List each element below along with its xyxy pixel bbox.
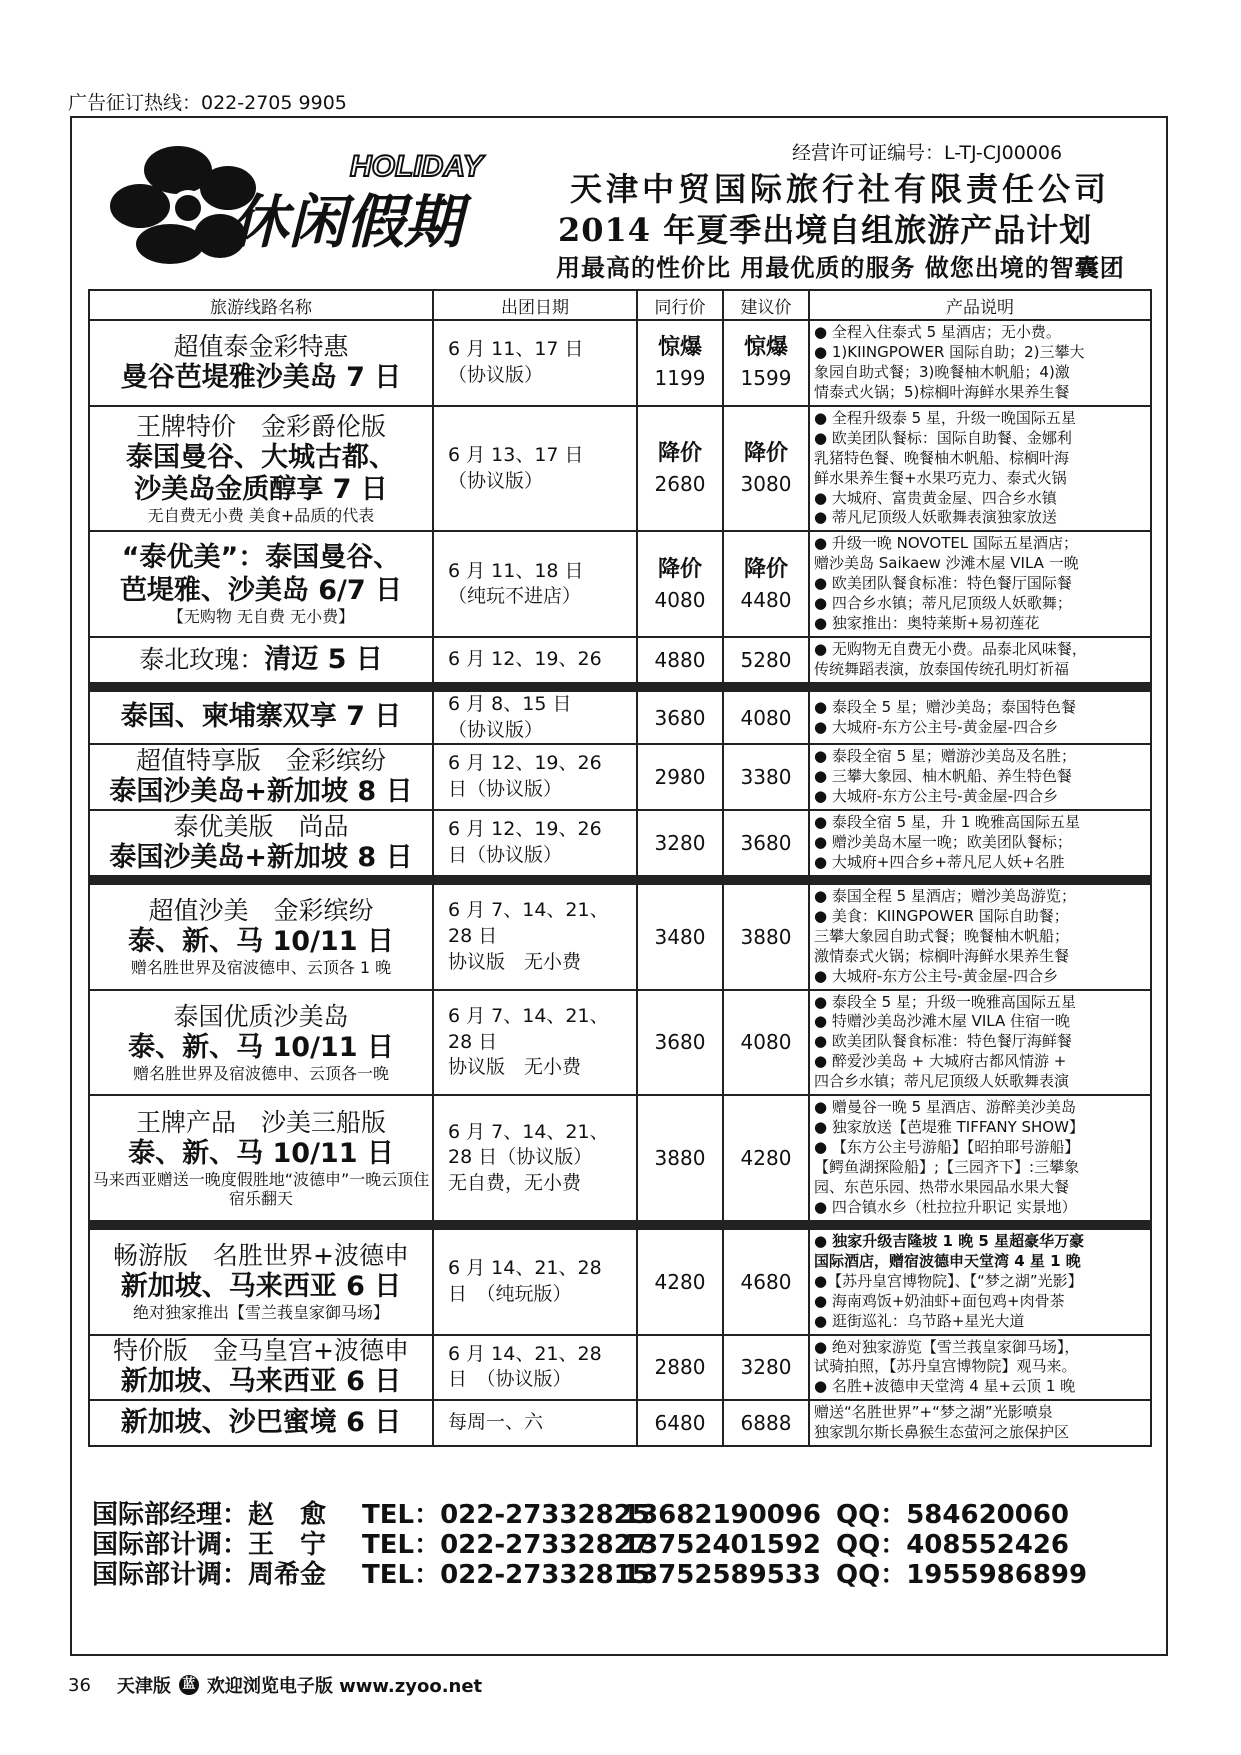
route-note: 赠名胜世界及宿波德申、云顶各 1 晚 — [130, 958, 392, 978]
price-value: 4280 — [740, 1146, 792, 1171]
date-cell — [433, 406, 637, 532]
route-cell — [89, 406, 433, 532]
table-row — [89, 810, 1151, 876]
description-line: ● 逛街巡礼：乌节路+星光大道 — [814, 1311, 1025, 1330]
date-cell — [433, 744, 637, 810]
route-cell — [89, 1095, 433, 1221]
description-line: ● 特赠沙美岛沙滩木屋 VILA 住宿一晚 — [814, 1012, 1071, 1031]
contacts-block — [92, 1500, 1087, 1590]
contact-row — [92, 1560, 1087, 1590]
route-subtitle: 泰优美版 尚品 — [173, 811, 349, 841]
description-line: ● 三攀大象园、柚木帆船、养生特色餐 — [814, 767, 1072, 786]
peer-price-cell — [637, 406, 723, 532]
contact-qq: QQ：1955986899 — [836, 1560, 1088, 1590]
date-cell — [433, 637, 637, 683]
date-line: （纯玩不进店） — [448, 585, 582, 608]
route-cell — [89, 1229, 433, 1335]
route-note: 无自费无小费 美食+品质的代表 — [147, 506, 375, 526]
description-line: ● 绝对独家游览【雪兰莪皇家御马场】， — [814, 1337, 1080, 1356]
separator-bar — [89, 683, 1151, 691]
description-cell — [809, 691, 1151, 744]
date-line: 6 月 12、19、26 — [448, 648, 602, 671]
suggested-price-cell — [723, 744, 809, 810]
suggested-price-cell — [723, 1095, 809, 1221]
date-line: 每周一、六 — [448, 1411, 544, 1434]
date-line: 28 日 — [448, 924, 498, 947]
price-value: 6888 — [740, 1411, 792, 1436]
description-cell — [809, 1400, 1151, 1446]
price-value: 4080 — [654, 587, 706, 612]
date-line: 6 月 12、19、26 — [448, 818, 602, 841]
description-line: 国际酒店，赠宿波德申天堂湾 4 星 1 晚 — [814, 1251, 1081, 1270]
description-line: ● 美食：KIINGPOWER 国际自助餐； — [814, 906, 1069, 925]
description-line: 象园自助式餐；3)晚餐柚木帆船；4)激 — [814, 362, 1070, 381]
peer-price-cell — [637, 637, 723, 683]
route-cell — [89, 637, 433, 683]
description-line: ● 赠曼谷一晚 5 星酒店、游醉美沙美岛 — [814, 1098, 1076, 1117]
edition-label: 天津版 — [116, 1676, 171, 1697]
date-cell — [433, 1095, 637, 1221]
description-cell — [809, 1335, 1151, 1401]
price-value: 3280 — [740, 1355, 792, 1380]
description-line: ● 大城府-东方公主号-黄金屋-四合乡 — [814, 717, 1059, 736]
date-line: 6 月 11、18 日 — [448, 559, 584, 582]
peer-price-cell — [637, 1335, 723, 1401]
route-title-line2: 芭堤雅、沙美岛 6/7 日 — [119, 574, 403, 606]
description-line: ● 蒂凡尼顶级人妖歌舞表演独家放送 — [814, 508, 1057, 527]
description-line: 激情泰式火锅；棕榈叶海鲜水果养生餐 — [814, 946, 1070, 965]
date-cell — [433, 1229, 637, 1335]
route-title: 泰国曼谷、大城古都、 — [126, 441, 396, 473]
company-name: 天津中贸国际旅行社有限责任公司 — [570, 170, 1111, 208]
header-peer-price: 同行价 — [637, 290, 723, 320]
plan-title: 2014 年夏季出境自组旅游产品计划 — [558, 211, 1093, 249]
contact-role: 国际部计调：周希金 — [92, 1560, 327, 1590]
peer-price-cell — [637, 1095, 723, 1221]
table-row — [89, 1095, 1151, 1221]
suggested-price-cell — [723, 691, 809, 744]
contact-role: 国际部计调：王 宁 — [92, 1530, 327, 1560]
product-table — [88, 289, 1152, 1447]
peer-price-cell — [637, 990, 723, 1096]
price-value: 6480 — [654, 1411, 706, 1436]
license-number: 经营许可证编号：L-TJ-CJ00006 — [792, 142, 1063, 164]
route-subtitle: 超值沙美 金彩缤纷 — [148, 895, 374, 925]
description-line: ● 泰段全 5 星；赠沙美岛；泰国特色餐 — [814, 697, 1076, 716]
peer-price-cell — [637, 320, 723, 406]
description-line: ● 大城府、富贵黄金屋、四合乡水镇 — [814, 488, 1057, 507]
description-line: ● 独家升级吉隆坡 1 晚 5 星超豪华万豪 — [814, 1231, 1085, 1250]
date-line: 日（协议版） — [448, 778, 563, 801]
table-row — [89, 990, 1151, 1096]
description-line: 试骑拍照，【苏丹皇宫博物院】观马来。 — [814, 1357, 1077, 1376]
separator-bar — [89, 1221, 1151, 1229]
description-line: ● 泰段全 5 星；升级一晚雅高国际五星 — [814, 992, 1076, 1011]
description-line: ●【苏丹皇宫博物院】、【“梦之湖”光影】 — [814, 1271, 1083, 1290]
logo-chinese-text: 休闲假期 — [230, 188, 463, 256]
date-line: （协议版） — [448, 469, 544, 492]
date-cell — [433, 884, 637, 990]
description-line: 赠送“名胜世界”+“梦之湖”光影喷泉 — [814, 1403, 1053, 1422]
description-line: 赠沙美岛 Saikaew 沙滩木屋 VILA 一晚 — [814, 554, 1079, 573]
header-suggested-price: 建议价 — [723, 290, 809, 320]
date-cell — [433, 990, 637, 1096]
price-label: 降价 — [657, 441, 702, 467]
route-cell — [89, 810, 433, 876]
price-value: 4080 — [740, 705, 792, 730]
route-title: “泰优美”：泰国曼谷、 — [121, 542, 401, 574]
description-cell — [809, 531, 1151, 637]
date-line: 6 月 7、14、21、 — [448, 1120, 609, 1143]
suggested-price-cell — [723, 884, 809, 990]
price-value: 3880 — [654, 1146, 706, 1171]
route-subtitle: 王牌产品 沙美三船版 — [135, 1107, 386, 1137]
route-cell — [89, 320, 433, 406]
price-value: 1199 — [654, 366, 706, 391]
peer-price-cell — [637, 1229, 723, 1335]
description-cell — [809, 637, 1151, 683]
description-line: ● 欧美团队餐食标准：特色餐厅海鲜餐 — [814, 1032, 1072, 1051]
route-subtitle: 特价版 金马皇宫+波德申 — [113, 1336, 409, 1366]
holiday-logo — [100, 140, 540, 265]
slogan: 用最高的性价比 用最优质的服务 做您出境的智囊团 — [556, 254, 1125, 282]
contact-tel: TEL：022-27332827 — [362, 1530, 650, 1560]
route-title-line2: 沙美岛金质醇享 7 日 — [134, 473, 388, 505]
price-value: 3380 — [740, 765, 792, 790]
route-subtitle: 超值特享版 金彩缤纷 — [135, 745, 386, 775]
description-line: ● 1)KIINGPOWER 国际自助；2)三攀大 — [814, 342, 1085, 361]
suggested-price-cell — [723, 990, 809, 1096]
date-line: 6 月 7、14、21、 — [448, 1004, 609, 1027]
suggested-price-cell — [723, 1335, 809, 1401]
table-row — [89, 531, 1151, 637]
price-value: 3480 — [654, 924, 706, 949]
header-date: 出团日期 — [433, 290, 637, 320]
route-subtitle: 泰国优质沙美岛 — [173, 1001, 349, 1031]
route-cell — [89, 1400, 433, 1446]
date-cell — [433, 691, 637, 744]
date-cell — [433, 320, 637, 406]
separator-bar — [89, 876, 1151, 884]
peer-price-cell — [637, 744, 723, 810]
suggested-price-cell — [723, 637, 809, 683]
description-line: 鲜水果养生餐+水果巧克力、泰式火锅 — [814, 468, 1067, 487]
description-cell — [809, 1229, 1151, 1335]
date-line: 协议版 无小费 — [448, 1056, 582, 1079]
description-line: ● 醉爱沙美岛 + 大城府古都风情游 + — [814, 1052, 1067, 1071]
price-value: 2680 — [654, 471, 706, 496]
suggested-price-cell — [723, 406, 809, 532]
route-cell — [89, 531, 433, 637]
description-cell — [809, 320, 1151, 406]
route-title: 新加坡、马来西亚 6 日 — [120, 1366, 402, 1398]
table-row — [89, 1229, 1151, 1335]
table-row — [89, 744, 1151, 810]
date-line: 6 月 14、21、28 — [448, 1342, 602, 1365]
description-line: ● 全程入住泰式 5 星酒店；无小费。 — [814, 323, 1061, 341]
logo-english-text: HOLIDAY — [350, 150, 483, 183]
description-cell — [809, 1095, 1151, 1221]
date-line: 6 月 14、21、28 — [448, 1257, 602, 1280]
date-line: 6 月 8、15 日 — [448, 692, 572, 715]
suggested-price-cell — [723, 320, 809, 406]
price-value: 3280 — [654, 830, 706, 855]
route-title: 泰国沙美岛+新加坡 8 日 — [109, 841, 413, 873]
description-line: 四合乡水镇；蒂凡尼顶级人妖歌舞表演 — [814, 1072, 1070, 1091]
contact-mobile: 13682190096 — [622, 1500, 821, 1530]
description-line: ● 升级一晚 NOVOTEL 国际五星酒店； — [814, 534, 1078, 553]
contact-qq: QQ：408552426 — [836, 1530, 1070, 1560]
price-value: 3080 — [740, 471, 792, 496]
route-title: 泰国沙美岛+新加坡 8 日 — [109, 775, 413, 807]
date-line: 6 月 12、19、26 — [448, 752, 602, 775]
header-route: 旅游线路名称 — [89, 290, 433, 320]
route-title: 曼谷芭堤雅沙美岛 7 日 — [120, 361, 402, 393]
description-line: 【鳄鱼湖探险船】;【三园齐下】:三攀象 — [814, 1158, 1080, 1177]
route-subtitle: 畅游版 名胜世界+波德申 — [113, 1240, 409, 1270]
description-line: ● 四合镇水乡（杜拉拉升职记 实景地） — [814, 1197, 1077, 1216]
route-title: 清迈 5 日 — [264, 643, 383, 675]
price-value: 4880 — [654, 648, 706, 672]
description-line: ● 独家放送【芭堤雅 TIFFANY SHOW】 — [814, 1118, 1084, 1137]
description-cell — [809, 884, 1151, 990]
contact-tel: TEL：022-27332825 — [362, 1500, 650, 1530]
section-separator — [89, 876, 1151, 884]
description-line: ● 泰段全宿 5 星；赠游沙美岛及名胜； — [814, 747, 1076, 766]
description-line: 三攀大象园自助式餐；晚餐柚木帆船； — [814, 926, 1070, 945]
price-label: 惊爆 — [657, 335, 702, 361]
suggested-price-cell — [723, 1400, 809, 1446]
contact-tel: TEL：022-27332815 — [362, 1560, 650, 1590]
description-line: ● 泰国全程 5 星酒店；赠沙美岛游览； — [814, 886, 1076, 905]
price-label: 降价 — [743, 441, 788, 467]
description-line: 传统舞蹈表演，放泰国传统孔明灯祈福 — [814, 660, 1070, 678]
date-line: 协议版 无小费 — [448, 950, 582, 973]
price-value: 4080 — [740, 1030, 792, 1055]
description-cell — [809, 990, 1151, 1096]
route-title: 泰国、柬埔寨双享 7 日 — [120, 701, 402, 733]
route-cell — [89, 691, 433, 744]
route-cell — [89, 990, 433, 1096]
date-line: 6 月 11、17 日 — [448, 338, 584, 361]
date-line: 日（协议版） — [448, 843, 563, 866]
description-cell — [809, 406, 1151, 532]
ad-hotline: 广告征订热线：022-2705 9905 — [68, 92, 347, 114]
route-title: 泰、新、马 10/11 日 — [128, 1031, 394, 1063]
suggested-price-cell — [723, 1229, 809, 1335]
description-line: ● 独家推出：奥特莱斯+易初莲花 — [814, 614, 1040, 633]
description-line: ● 欧美团队餐食标准：特色餐厅国际餐 — [814, 574, 1072, 593]
table-row — [89, 691, 1151, 744]
price-value: 4680 — [740, 1269, 792, 1294]
table-row — [89, 320, 1151, 406]
price-value: 5280 — [740, 648, 792, 672]
route-cell — [89, 744, 433, 810]
description-line: ● 全程升级泰 5 星，升级一晚国际五星 — [814, 408, 1076, 427]
date-line: 日 （协议版） — [448, 1368, 572, 1391]
date-line: 6 月 13、17 日 — [448, 443, 584, 466]
description-line: ● 海南鸡饭+奶油虾+面包鸡+肉骨茶 — [814, 1291, 1065, 1310]
page-number: 36 — [68, 1674, 91, 1696]
route-note: 马来西亚赠送一晚度假胜地“波德申”一晚云顶住宿乐翻天 — [92, 1170, 430, 1209]
route-subtitle: 王牌特价 金彩爵伦版 — [135, 411, 386, 441]
date-line: 日 （纯玩版） — [448, 1282, 572, 1305]
description-line: 独家凯尔斯长鼻猴生态萤河之旅保护区 — [814, 1423, 1070, 1442]
description-line: ● 欧美团队餐标：国际自助餐、金娜利 — [814, 428, 1072, 447]
contact-role: 国际部经理：赵 愈 — [92, 1500, 327, 1530]
description-line: ● 【东方公主号游船】【昭拍耶号游船】 — [814, 1138, 1080, 1157]
date-line: 28 日 — [448, 1030, 498, 1053]
peer-price-cell — [637, 884, 723, 990]
date-line: （协议版） — [448, 363, 544, 386]
footer-website-text[interactable]: 欢迎浏览电子版 www.zyoo.net — [206, 1676, 483, 1697]
suggested-price-cell — [723, 810, 809, 876]
description-line: ● 赠沙美岛木屋一晚；欧美团队餐标； — [814, 832, 1072, 851]
price-label: 惊爆 — [743, 335, 788, 361]
route-subtitle: 泰北玫瑰： — [139, 644, 265, 674]
table-row — [89, 884, 1151, 990]
price-value: 3680 — [654, 1030, 706, 1055]
price-label: 降价 — [657, 556, 702, 582]
section-separator — [89, 683, 1151, 691]
price-value: 3880 — [740, 924, 792, 949]
contact-mobile: 13752401592 — [622, 1530, 821, 1560]
price-value: 3680 — [740, 830, 792, 855]
description-line: 情泰式火锅；5)棕榈叶海鲜水果养生餐 — [814, 382, 1070, 401]
description-cell — [809, 744, 1151, 810]
contact-row — [92, 1530, 1087, 1560]
peer-price-cell — [637, 691, 723, 744]
route-note: 赠名胜世界及宿波德申、云顶各一晚 — [132, 1063, 389, 1083]
description-line: ● 名胜+波德申天堂湾 4 星+云顶 1 晚 — [814, 1377, 1076, 1396]
price-value: 2980 — [654, 765, 706, 790]
description-line: ● 大城府+四合乡+蒂凡尼人妖+名胜 — [814, 852, 1065, 871]
header-description: 产品说明 — [809, 290, 1151, 320]
table-row — [89, 406, 1151, 532]
contact-row — [92, 1500, 1087, 1530]
page-footer — [68, 1672, 482, 1698]
date-line: 无自费，无小费 — [448, 1171, 582, 1194]
table-row — [89, 1335, 1151, 1401]
price-label: 降价 — [743, 556, 788, 582]
date-cell — [433, 1335, 637, 1401]
route-title: 新加坡、沙巴蜜境 6 日 — [120, 1407, 402, 1439]
table-row — [89, 637, 1151, 683]
price-value: 4480 — [740, 587, 792, 612]
date-line: （协议版） — [448, 718, 544, 741]
route-note: 绝对独家推出【雪兰莪皇家御马场】 — [132, 1303, 389, 1323]
contact-mobile: 13752589533 — [622, 1560, 821, 1590]
route-cell — [89, 884, 433, 990]
date-cell — [433, 531, 637, 637]
peer-price-cell — [637, 1400, 723, 1446]
description-line: ● 无购物无自费无小费。品泰北风味餐， — [814, 640, 1087, 659]
table-row — [89, 1400, 1151, 1446]
date-line: 28 日（协议版） — [448, 1146, 593, 1169]
description-line: ● 大城府-东方公主号-黄金屋-四合乡 — [814, 966, 1059, 985]
description-line: 乳猪特色餐、晚餐柚木帆船、棕榈叶海 — [814, 448, 1070, 467]
route-title: 泰、新、马 10/11 日 — [128, 925, 394, 957]
description-line: 园、东芭乐园、热带水果园品水果大餐 — [814, 1177, 1070, 1196]
price-value: 1599 — [740, 366, 792, 391]
peer-price-cell — [637, 810, 723, 876]
price-value: 2880 — [654, 1355, 706, 1380]
description-line: ● 四合乡水镇；蒂凡尼顶级人妖歌舞； — [814, 594, 1072, 613]
price-value: 4280 — [654, 1269, 706, 1294]
description-line: ● 大城府-东方公主号-黄金屋-四合乡 — [814, 787, 1059, 806]
route-title: 新加坡、马来西亚 6 日 — [120, 1270, 402, 1302]
route-note: 【无购物 无自费 无小费】 — [167, 607, 355, 627]
route-title: 泰、新、马 10/11 日 — [128, 1137, 394, 1169]
blue-badge-icon: 蓝 — [179, 1675, 199, 1695]
description-cell — [809, 810, 1151, 876]
route-subtitle: 超值泰金彩特惠 — [173, 331, 349, 361]
peer-price-cell — [637, 531, 723, 637]
contact-qq: QQ：584620060 — [836, 1500, 1070, 1530]
description-line: ● 泰段全宿 5 星，升 1 晚雅高国际五星 — [814, 813, 1081, 832]
price-value: 3680 — [654, 705, 706, 730]
table-header-row — [89, 290, 1151, 320]
route-cell — [89, 1335, 433, 1401]
suggested-price-cell — [723, 531, 809, 637]
date-cell — [433, 810, 637, 876]
date-cell — [433, 1400, 637, 1446]
date-line: 6 月 7、14、21、 — [448, 899, 609, 922]
section-separator — [89, 1221, 1151, 1229]
